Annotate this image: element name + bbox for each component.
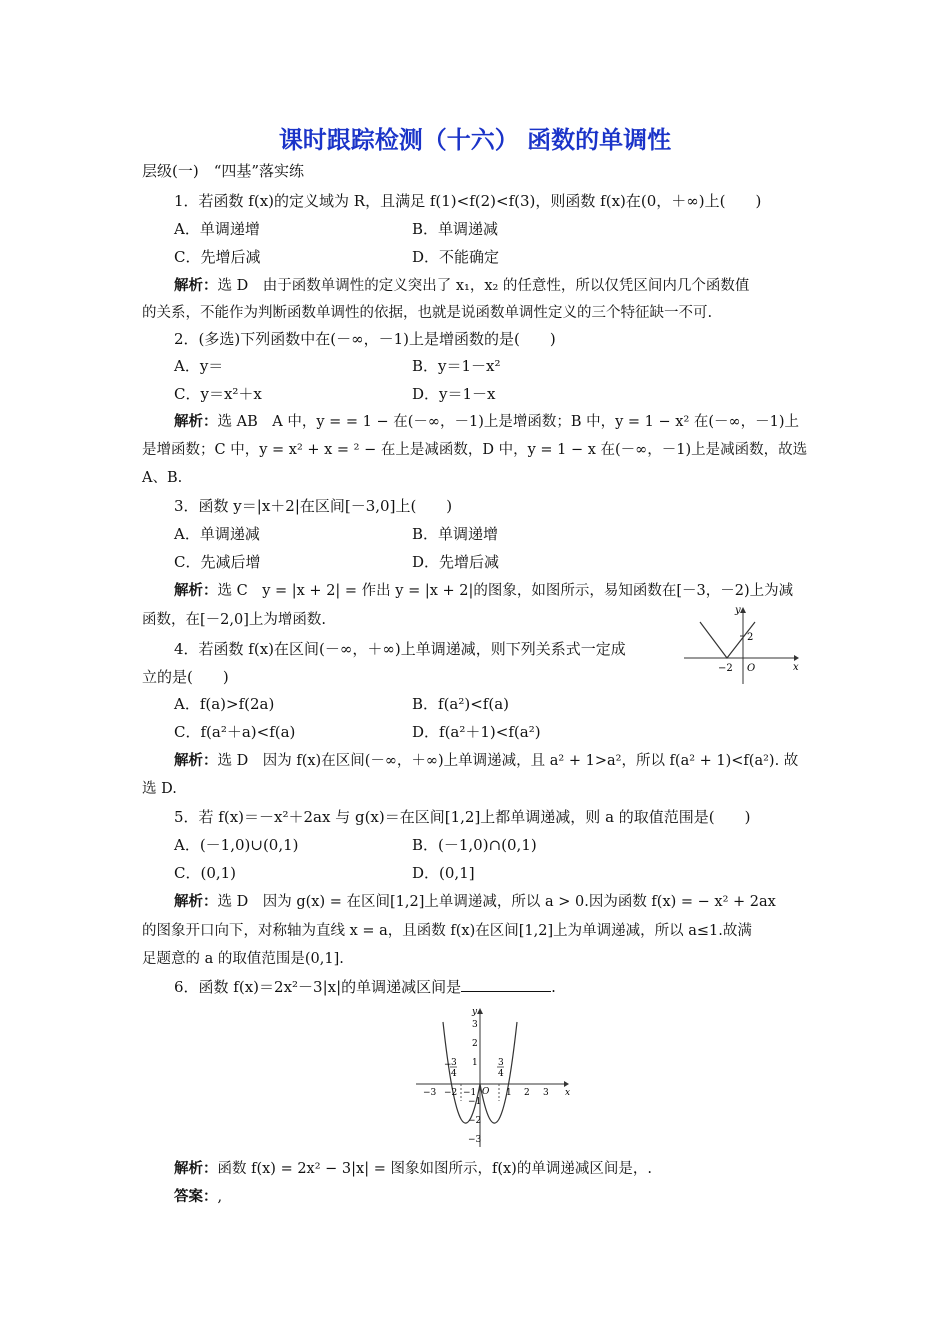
q4-option-b: B．f(a²)<f(a) <box>412 695 510 713</box>
q2-option-b: B．y＝1－x² <box>412 357 501 375</box>
q1-stem: 1．若函数 f(x)的定义域为 R，且满足 f(1)<f(2)<f(3)，则函数 f(x)在(0，＋∞)上( ) <box>174 192 762 210</box>
answer-label: 答案： <box>174 1188 218 1205</box>
q3-option-d: D．先增后减 <box>412 553 500 571</box>
x-axis-label: x <box>793 662 799 673</box>
page-title: 课时跟踪检测（十六） 函数的单调性 <box>278 126 672 154</box>
q1-solution-line1 <box>174 275 842 297</box>
q3-option-b: B．单调递增 <box>412 525 499 543</box>
solution-label: 解析： <box>174 277 218 294</box>
q3-solution-line1 <box>174 580 842 602</box>
q3-option-c: C．先减后增 <box>174 553 261 571</box>
q5-option-c: C．(0,1) <box>174 864 237 882</box>
solution-text: 选 D 因为 g(x) = 在区间[1,2]上单调递减，所以 a > 0.因为函数 f(x) = − x² + 2ax <box>217 894 776 910</box>
solution-text: 选 C y = |x + 2| = 作出 y = |x + 2|的图象，如图所示，易知函数在[－3，－2)上为减 <box>217 583 794 599</box>
q1-solution-line2: 的关系，不能作为判断函数单调性的依据，也就是说函数单调性定义的三个特征缺一不可. <box>142 305 713 321</box>
solution-label: 解析： <box>174 752 218 769</box>
q2-option-c: C．y＝x²＋x <box>174 385 262 403</box>
y-axis-arrow <box>477 1008 483 1014</box>
solution-label: 解析： <box>174 582 218 599</box>
q6-stem-text: 6．函数 f(x)＝2x²－3|x|的单调递减区间是 <box>174 978 462 996</box>
y-tick-neg2: −2 <box>468 1116 482 1126</box>
y-tick-2: 2 <box>472 1039 478 1049</box>
q5-solution-line1 <box>174 891 842 913</box>
x-tick-3: 3 <box>543 1088 549 1098</box>
frac-right-den: 4 <box>498 1069 504 1079</box>
frac-left-neg: − <box>444 1060 452 1070</box>
answer-text: , <box>217 1189 223 1205</box>
solution-label: 解析： <box>174 1160 218 1177</box>
y-axis-arrow <box>740 607 746 613</box>
q6-stem-end: . <box>551 978 556 996</box>
q6-stem <box>174 976 842 998</box>
q2-option-d: D．y＝1－x <box>412 385 496 403</box>
x-tick-2: 2 <box>524 1088 530 1098</box>
q4-solution-line2: 选 D. <box>142 781 177 797</box>
q5-solution-line2: 的图象开口向下，对称轴为直线 x = a，且函数 f(x)在区间[1,2]上为单调递减，所以 a≤1.故满 <box>142 923 752 939</box>
frac-left-num: 3 <box>451 1058 457 1068</box>
q6-solution <box>174 1158 842 1180</box>
answer-blank[interactable] <box>461 977 551 992</box>
x-tick-1: 1 <box>506 1088 512 1098</box>
x-axis-arrow <box>564 1081 569 1087</box>
y-tick-3: 3 <box>472 1020 478 1030</box>
solution-text: 函数 f(x) = 2x² − 3|x| = 图象如图所示，f(x)的单调递减区间是，. <box>217 1161 652 1177</box>
solution-label: 解析： <box>174 413 218 430</box>
q2-solution-line2: 是增函数；C 中，y = x² + x = ² − 在上是减函数，D 中，y = 1 − x 在(－∞，－1)上是减函数，故选 <box>142 442 808 458</box>
solution-label: 解析： <box>174 893 218 910</box>
q4-option-c: C．f(a²＋a)<f(a) <box>174 723 296 741</box>
x-tick-neg2: −2 <box>444 1088 458 1098</box>
frac-right-num: 3 <box>498 1058 504 1068</box>
q5-option-b: B．(－1,0)∩(0,1) <box>412 836 537 854</box>
x-axis-label: x <box>565 1088 571 1098</box>
quadratic-graph <box>410 1005 572 1151</box>
q2-solution-line1 <box>174 411 842 433</box>
q5-solution-line3: 足题意的 a 的取值范围是(0,1]. <box>142 951 344 967</box>
x-tick-neg3: −3 <box>423 1088 437 1098</box>
q4-stem-line2: 立的是( ) <box>142 668 229 686</box>
x-tick-label: −2 <box>718 663 733 674</box>
q1-option-a: A．单调递增 <box>174 220 260 238</box>
q5-stem: 5．若 f(x)＝－x²＋2ax 与 g(x)＝在区间[1,2]上都单调递减，则 a 的取值范围是( ) <box>174 808 751 826</box>
y-tick-neg3: −3 <box>468 1135 482 1145</box>
solution-text: 选 D 由于函数单调性的定义突出了 x₁，x₂ 的任意性，所以仅凭区间内几个函数值 <box>217 278 750 294</box>
q1-option-d: D．不能确定 <box>412 248 500 266</box>
q3-option-a: A．单调递减 <box>174 525 260 543</box>
q6-answer <box>174 1186 842 1208</box>
q5-option-a: A．(－1,0)∪(0,1) <box>174 836 299 854</box>
origin-label: O <box>482 1087 490 1097</box>
y-tick-neg1: −1 <box>468 1097 482 1107</box>
q3-stem: 3．函数 y＝|x＋2|在区间[－3,0]上( ) <box>174 497 453 515</box>
y-axis-label: y <box>735 605 741 616</box>
y-tick-1: 1 <box>472 1058 478 1068</box>
q1-option-b: B．单调递减 <box>412 220 499 238</box>
q2-stem: 2．(多选)下列函数中在(－∞，－1)上是增函数的是( ) <box>174 330 556 348</box>
x-tick-neg1: −1 <box>463 1088 477 1098</box>
y-axis-label: y <box>472 1007 478 1017</box>
q2-option-a: A．y＝ <box>174 357 224 375</box>
q1-option-c: C．先增后减 <box>174 248 261 266</box>
q5-option-d: D．(0,1] <box>412 864 475 882</box>
q4-option-a: A．f(a)>f(2a) <box>174 695 275 713</box>
frac-left-den: 4 <box>451 1069 457 1079</box>
y-tick-label: 2 <box>747 632 754 643</box>
solution-text: 选 AB A 中，y = = 1 − 在(－∞，－1)上是增函数；B 中，y = 1 − x² 在(－∞，－1)上 <box>217 414 799 430</box>
q4-solution-line1 <box>174 750 842 772</box>
q4-option-d: D．f(a²＋1)<f(a²) <box>412 723 541 741</box>
level-heading: 层级(一) “四基”落实练 <box>142 162 305 180</box>
q4-stem-line1: 4．若函数 f(x)在区间(－∞，＋∞)上单调递减，则下列关系式一定成 <box>174 640 626 658</box>
origin-label: O <box>747 663 756 674</box>
q3-solution-line2: 函数，在[－2,0]上为增函数. <box>142 612 326 628</box>
solution-text: 选 D 因为 f(x)在区间(－∞，＋∞)上单调递减，且 a² + 1>a²，所以 f(a² + 1)<f(a²). 故 <box>217 753 799 769</box>
q2-solution-line3: A、B. <box>142 470 183 486</box>
